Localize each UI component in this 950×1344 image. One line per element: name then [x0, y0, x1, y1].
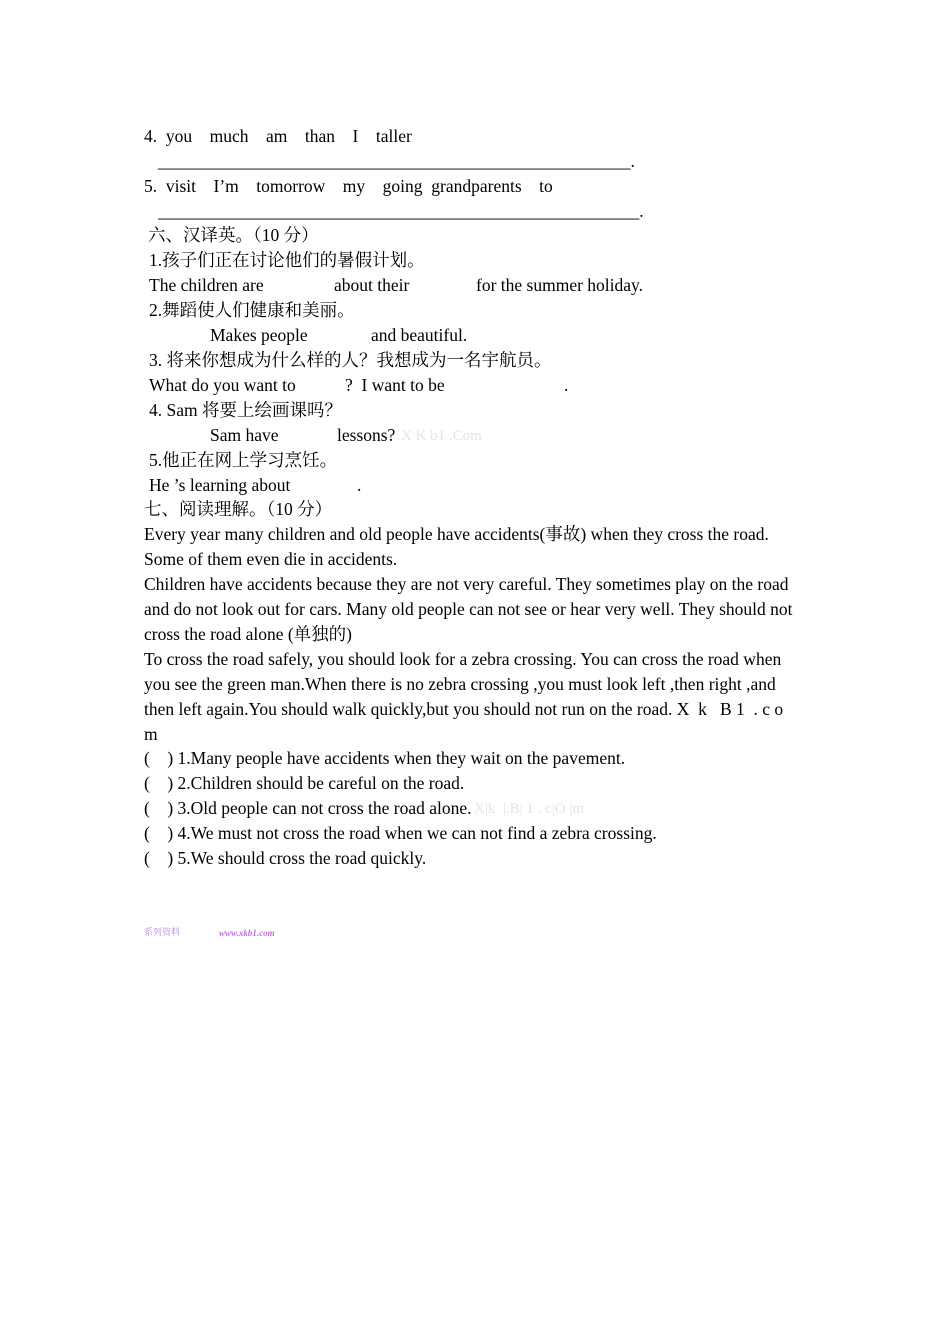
s6-q1-part-c: for the summer holiday. [476, 275, 644, 295]
question-item: ( ) 3.Old people can not cross the road alone. [144, 798, 472, 818]
s7-q3-watermark: X|k |.B| 1 . c|O |m [474, 801, 585, 817]
question-item: ( ) 1.Many people have accidents when they wait on the pavement. [144, 748, 626, 768]
ordering-q4-answer-line: ______________________________________________________. [158, 151, 635, 171]
s6-q3-chinese: 3. 将来你想成为什么样的人？我想成为一名宇航员。 [149, 350, 552, 370]
passage-line: and do not look out for cars. Many old people can not see or hear very well. They should not [144, 599, 793, 619]
passage-line: then left again.You should walk quickly,but you should not run on the road. X k B 1 . c o [144, 699, 784, 719]
section6-heading: 六、汉译英。（10 分） [148, 225, 319, 245]
passage-line: cross the road alone (单独的) [144, 624, 352, 644]
question-item: ( ) 2.Children should be careful on the road. [144, 773, 465, 793]
s6-q1-part-a: The children are [149, 275, 264, 295]
footer-series-label: 系列资料 [144, 927, 181, 937]
question-item: ( ) 4.We must not cross the road when we can not find a zebra crossing. [144, 823, 657, 843]
passage-line: To cross the road safely, you should look for a zebra crossing. You can cross the road when [144, 649, 782, 669]
footer-site-link[interactable]: www.xkb1.com [219, 928, 275, 938]
s6-q4-part-a: Sam have [210, 425, 279, 445]
passage-line: m [144, 724, 158, 744]
s6-q1-part-b: about their [334, 275, 410, 295]
s6-q3-part-a: What do you want to [149, 375, 296, 395]
passage-line: Children have accidents because they are not very careful. They sometimes play on the road [144, 574, 789, 594]
s6-q2-chinese: 2.舞蹈使人们健康和美丽。 [149, 300, 355, 320]
passage-line: you see the green man.When there is no zebra crossing ,you must look left ,then right ,and [144, 674, 776, 694]
ordering-q4-words: 4. you much am than I taller [144, 126, 412, 146]
ordering-q5-answer-line: _______________________________________________________. [158, 201, 644, 221]
question-item: ( ) 5.We should cross the road quickly. [144, 848, 427, 868]
s6-q5-chinese: 5.他正在网上学习烹饪。 [149, 450, 338, 470]
passage-line: Some of them even die in accidents. [144, 549, 398, 569]
ordering-q5-words: 5. visit I’m tomorrow my going grandparents to [144, 176, 553, 196]
s6-q5-part-a: He ’s learning about [149, 475, 291, 495]
section7-heading: 七、阅读理解。（10 分） [144, 499, 333, 519]
s6-q3-part-c: . [564, 375, 569, 395]
passage-line: Every year many children and old people have accidents(事故) when they cross the road. [144, 524, 769, 544]
s6-q4-part-b: lessons? [337, 425, 396, 445]
s6-q4-watermark: X K b1 .Com [401, 428, 482, 444]
s6-q4-chinese: 4. Sam 将要上绘画课吗？ [149, 400, 342, 420]
s6-q2-part-b: and beautiful. [371, 325, 468, 345]
s6-q3-part-b: ? I want to be [345, 375, 445, 395]
s6-q5-part-b: . [357, 475, 362, 495]
s6-q1-chinese: 1.孩子们正在讨论他们的暑假计划。 [149, 250, 425, 270]
s6-q2-part-a: Makes people [210, 325, 308, 345]
